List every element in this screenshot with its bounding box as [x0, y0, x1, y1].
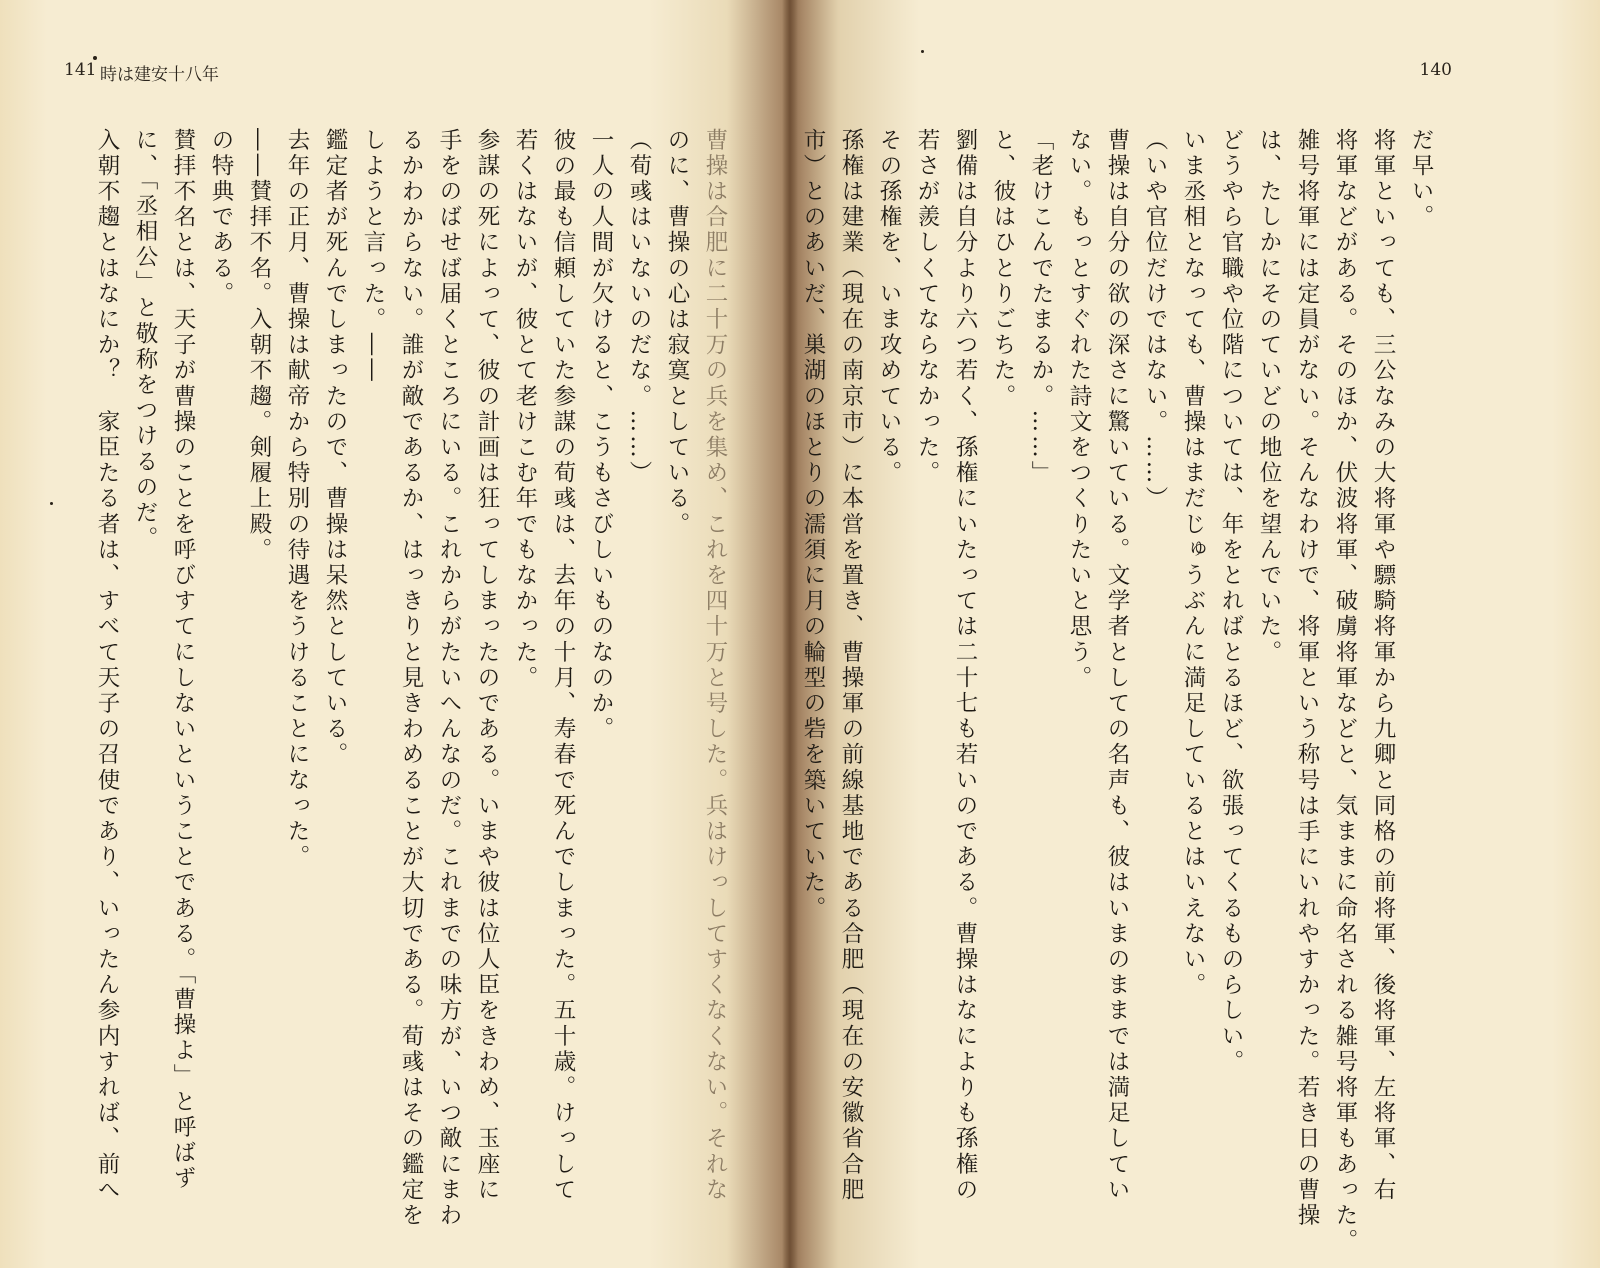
text-line: しようと言った。――: [360, 128, 386, 384]
text-line: 彼の最も信頼していた参謀の荀彧は、去年の十月、寿春で死んでしまった。五十歳。けっして: [550, 128, 576, 1204]
text-line: 鑑定者が死んでしまったので、曹操は呆然としている。: [322, 128, 348, 768]
text-line: 若くはないが、彼とて老けこむ年でもなかった。: [512, 128, 538, 692]
text-line: ない。もっとすぐれた詩文をつくりたいと思う。: [1066, 128, 1092, 692]
text-line: と、彼はひとりごちた。: [990, 128, 1016, 410]
text-line: どうやら官職や位階については、年をとればとるほど、欲張ってくるものらしい。: [1218, 128, 1244, 1076]
text-line: 若さが羨しくてならなかった。: [914, 128, 940, 487]
text-line: その孫権を、いま攻めている。: [876, 128, 902, 487]
text-line: 手をのばせば届くところにいる。これからがたいへんなのだ。これまでの味方が、いつ敵にまわ: [436, 128, 462, 1229]
text-line: だ早い。: [1408, 128, 1434, 231]
text-line: 一人の人間が欠けると、こうもさびしいものなのか。: [588, 128, 614, 743]
print-speck: [93, 56, 97, 60]
text-line: は、たしかにそのていどの地位を望んでいた。: [1256, 128, 1282, 666]
text-line: の特典である。: [208, 128, 234, 308]
print-speck: [50, 502, 53, 505]
text-line: 入朝不趨とはなにか？ 家臣たる者は、すべて天子の召使であり、いったん参内すれば、前へ: [94, 128, 120, 1204]
text-line: いま丞相となっても、曹操はまだじゅうぶんに満足しているとはいえない。: [1180, 128, 1206, 999]
running-title: 時は建安十八年: [100, 65, 219, 85]
text-line: 参謀の死によって、彼の計画は狂ってしまったのである。いまや彼は位人臣をきわめ、玉座に: [474, 128, 500, 1204]
text-line: 曹操は合肥に二十万の兵を集め、これを四十万と号した。兵はけっしてすくなくない。それな: [702, 128, 728, 1204]
text-line: 孫権は建業（現在の南京市）に本営を置き、曹操軍の前線基地である合肥（現在の安徽省合肥: [838, 128, 864, 1204]
text-line: 将軍などがある。そのほか、伏波将軍、破虜将軍などと、気ままに命名される雑号将軍もあった。: [1332, 128, 1358, 1255]
text-line: 「老けこんでたまるか。……」: [1028, 128, 1054, 487]
left-page: [0, 0, 790, 1268]
left-page-body: [74, 128, 734, 1228]
text-line: 去年の正月、曹操は献帝から特別の待遇をうけることになった。: [284, 128, 310, 871]
text-line: のに、曹操の心は寂寞としている。: [664, 128, 690, 538]
text-line: 曹操は自分の欲の深さに驚いている。文学者としての名声も、彼はいまのままでは満足してい: [1104, 128, 1130, 1204]
text-line: るかわからない。誰が敵であるか、はっきりと見きわめることが大切である。荀彧はその鑑定を: [398, 128, 424, 1229]
page-number-left: 141: [64, 60, 97, 80]
text-line: 将軍といっても、三公なみの大将軍や驃騎将軍から九卿と同格の前将軍、後将軍、左将軍、右: [1370, 128, 1396, 1204]
text-line: 市）とのあいだ、巣湖のほとりの濡須に月の輪型の砦を築いていた。: [800, 128, 826, 922]
right-page: [790, 0, 1600, 1268]
book-gutter: [782, 0, 798, 1268]
text-line: （いや官位だけではない。……）: [1142, 128, 1168, 512]
text-line: 雑号将軍には定員がない。そんなわけで、将軍という称号は手にいれやすかった。若き日の曹操: [1294, 128, 1320, 1229]
right-page-body: [800, 128, 1440, 1255]
text-line: ――賛拝不名。入朝不趨。剣履上殿。: [246, 128, 272, 564]
text-line: （荀彧はいないのだな。……）: [626, 128, 652, 487]
print-speck: [921, 50, 924, 53]
text-line: 賛拝不名とは、天子が曹操のことを呼びすてにしないということである。「曹操よ」と呼ばず: [170, 128, 196, 1192]
text-line: に、「丞相公」と敬称をつけるのだ。: [132, 128, 158, 552]
text-line: 劉備は自分より六つ若く、孫権にいたっては二十七も若いのである。曹操はなによりも孫権の: [952, 128, 978, 1204]
page-number-right: 140: [1419, 60, 1452, 80]
